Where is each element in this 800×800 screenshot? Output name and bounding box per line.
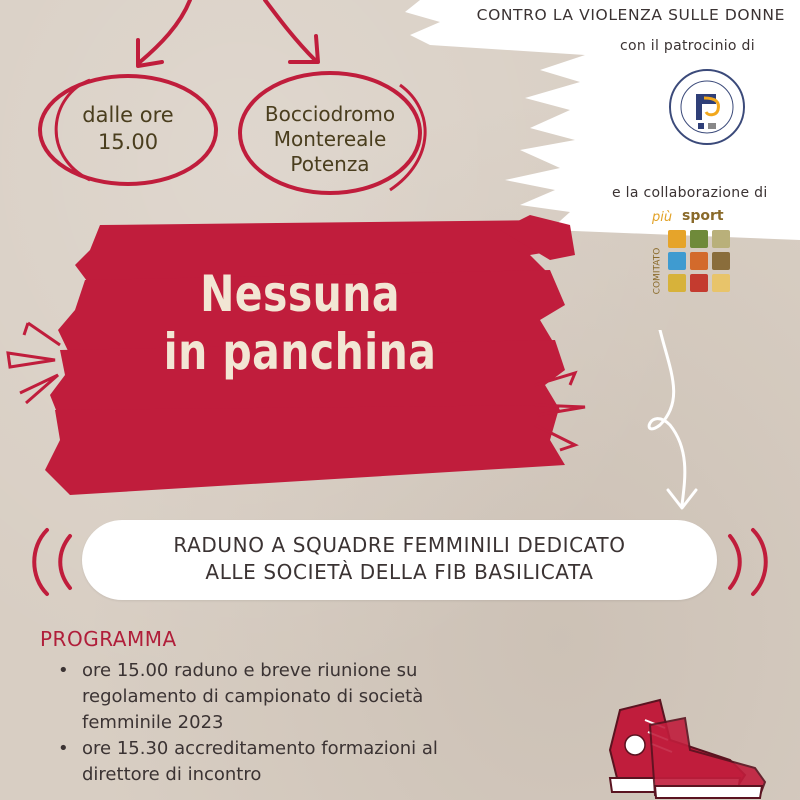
programma-item-line: • ore 15.00 raduno e breve riunione su <box>82 660 418 681</box>
programma-item-line: direttore di incontro <box>82 764 262 785</box>
venue-block <box>245 102 415 177</box>
left-bracket-decoration <box>25 522 85 602</box>
event-title-line1: Nessuna <box>200 265 400 323</box>
programma-list <box>58 658 618 788</box>
patronage-label: con il patrocinio di <box>620 38 755 54</box>
subtitle-line2: ALLE SOCIETÀ DELLA FIB BASILICATA <box>205 560 594 584</box>
programma-item-line: regolamento di campionato di società <box>82 686 424 707</box>
subtitle-line1: RADUNO A SQUADRE FEMMINILI DEDICATO <box>173 533 626 557</box>
curly-arrow-decoration <box>620 330 720 520</box>
venue-line2: Montereale <box>273 127 387 151</box>
venue-line1: Bocciodromo <box>264 102 396 126</box>
collab-logo-comitato: COMITATO <box>652 247 663 295</box>
time-line1: dalle ore <box>82 103 174 127</box>
event-title <box>152 265 447 381</box>
campaign-title: CONTRO LA VIOLENZA SULLE DONNE <box>476 6 785 24</box>
programma-item-line: • ore 15.30 accreditamento formazioni al <box>82 738 438 759</box>
collab-logo <box>650 208 740 303</box>
sneakers-illustration <box>590 690 770 800</box>
programma-item <box>58 736 618 788</box>
venue-line3: Potenza <box>290 152 370 176</box>
programma-item <box>58 658 618 736</box>
programma-item-line: femminile 2023 <box>82 712 224 733</box>
time-line2: 15.00 <box>97 130 159 154</box>
right-sparkle-decoration <box>530 365 600 455</box>
collab-logo-sport: sport <box>682 208 724 224</box>
patron-logo <box>668 68 746 146</box>
programma-heading: PROGRAMMA <box>40 627 177 651</box>
collaboration-label: e la collaborazione di <box>612 185 768 201</box>
collab-logo-piu: più <box>652 210 673 225</box>
right-bracket-decoration <box>715 522 775 602</box>
time-block <box>48 102 208 156</box>
event-title-line2: in panchina <box>163 323 437 381</box>
subtitle-text <box>82 532 717 586</box>
left-sparkle-decoration <box>0 315 80 405</box>
